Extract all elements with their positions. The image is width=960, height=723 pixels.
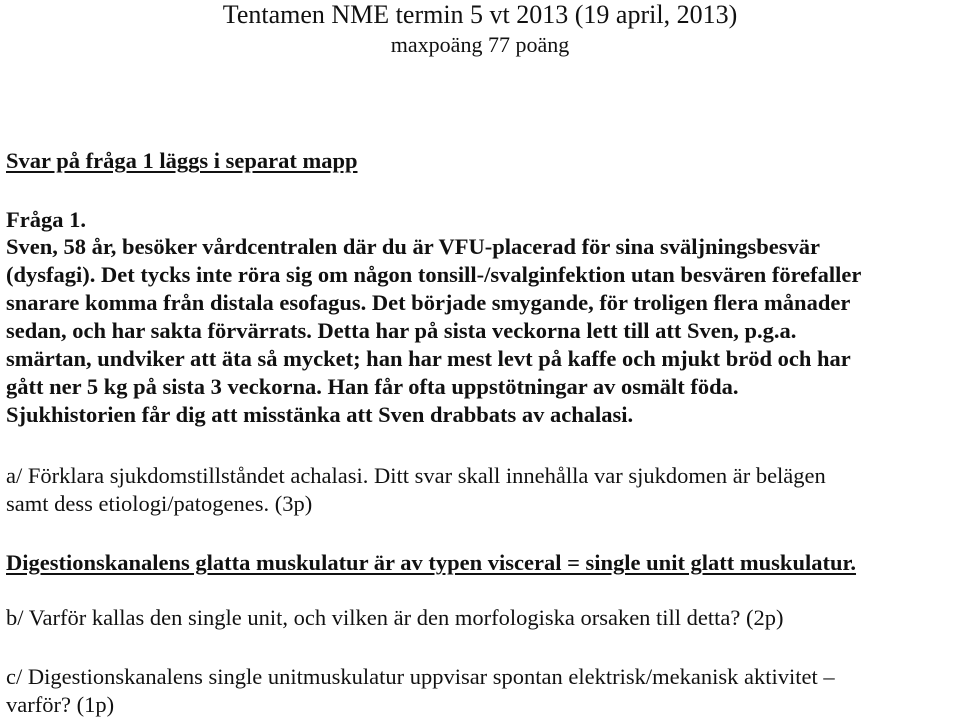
question-heading: Fråga 1. [6, 207, 86, 232]
case-line: gått ner 5 kg på sista 3 veckorna. Han får ofta uppstötningar av osmält föda. [6, 374, 739, 399]
part-a-question: samt dess etiologi/patogenes. (3p) [6, 491, 313, 516]
case-line: Sjukhistorien får dig att misstänka att Sven drabbats av achalasi. [6, 402, 634, 427]
muscle-type-statement: Digestionskanalens glatta muskulatur är av typen visceral = single unit glatt muskulatur. [6, 550, 857, 575]
part-c-question: c/ Digestionskanalens single unitmuskulatur uppvisar spontan elektrisk/mekanisk aktivitet – [6, 664, 835, 689]
part-c-question: varför? (1p) [6, 692, 115, 717]
part-a-question: a/ Förklara sjukdomstillståndet achalasi. Ditt svar skall innehålla var sjukdomen är belägen [6, 463, 826, 488]
part-b-question: b/ Varför kallas den single unit, och vilken är den morfologiska orsaken till detta? (2p) [6, 605, 784, 630]
case-line: smärtan, undviker att äta så mycket; han har mest levt på kaffe och mjukt bröd och har [6, 346, 851, 371]
exam-title: Tentamen NME termin 5 vt 2013 (19 april, 2013) [222, 0, 738, 29]
separate-folder-notice: Svar på fråga 1 läggs i separat mapp [6, 148, 358, 173]
case-line: (dysfagi). Det tycks inte röra sig om någon tonsill-/svalginfektion utan besvären förefaller [6, 262, 862, 287]
case-line: sedan, och har sakta förvärrats. Detta har på sista veckorna lett till att Sven, p.g.a. [6, 318, 797, 343]
case-line: Sven, 58 år, besöker vårdcentralen där du är VFU-placerad för sina sväljningsbesvär [6, 234, 820, 259]
case-line: snarare komma från distala esofagus. Det började smygande, för troligen flera månader [6, 290, 851, 315]
max-points-subtitle: maxpoäng 77 poäng [390, 32, 570, 57]
